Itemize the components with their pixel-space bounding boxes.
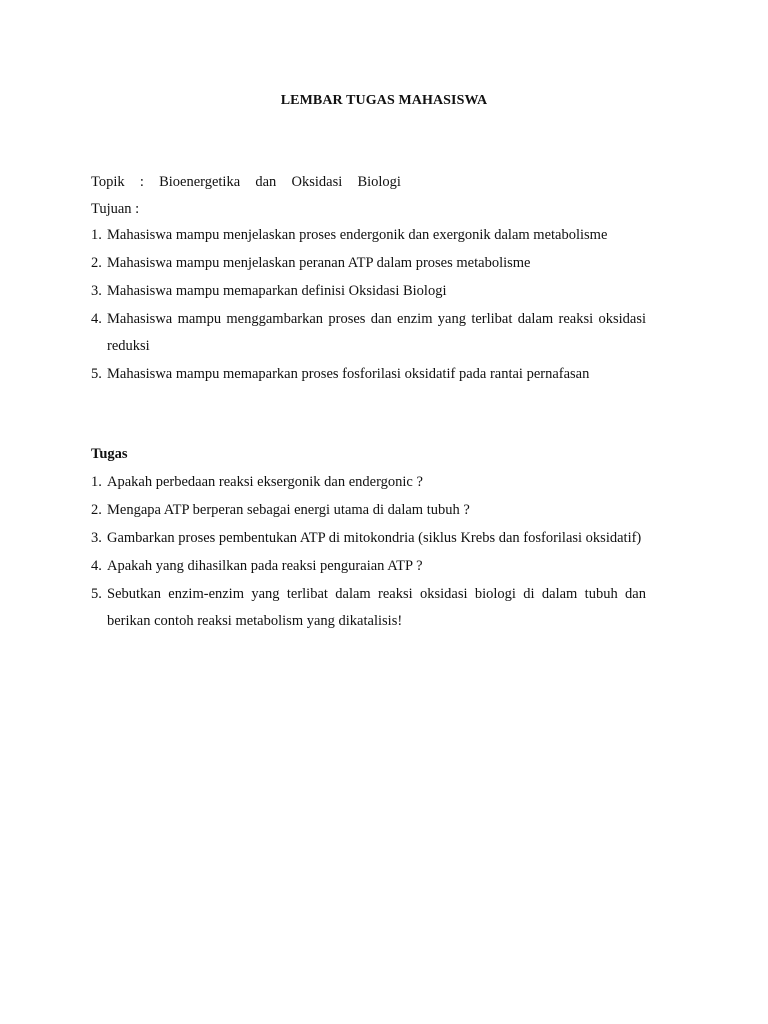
- topik-word: dan: [255, 174, 277, 190]
- item-number: 4.: [91, 558, 102, 574]
- list-item: [91, 306, 646, 361]
- item-number: 2.: [91, 255, 102, 271]
- list-item: [91, 525, 646, 553]
- tujuan-list: [91, 222, 646, 389]
- tugas-label: Tugas: [91, 446, 128, 462]
- topik-line: [91, 174, 401, 191]
- topik-label: Topik: [91, 174, 125, 190]
- topik-separator: :: [139, 174, 144, 190]
- topik-word: Oksidasi: [291, 174, 343, 190]
- topik-word: Biologi: [357, 174, 401, 190]
- list-item: [91, 278, 646, 306]
- item-text: Mengapa ATP berperan sebagai energi utama di dalam tubuh ?: [107, 502, 470, 518]
- item-number: 4.: [91, 311, 102, 327]
- item-text: Mahasiswa mampu memaparkan proses fosforilasi oksidatif pada rantai pernafasan: [107, 366, 590, 382]
- list-item: [91, 250, 646, 278]
- tujuan-label: Tujuan :: [91, 201, 140, 217]
- item-text: Mahasiswa mampu menjelaskan peranan ATP dalam proses metabolisme: [107, 255, 531, 271]
- list-item: [91, 361, 646, 389]
- topik-word: Bioenergetika: [159, 174, 241, 190]
- item-number: 1.: [91, 227, 102, 243]
- item-number: 3.: [91, 283, 102, 299]
- item-number: 5.: [91, 366, 102, 382]
- item-text: Apakah perbedaan reaksi eksergonik dan endergonic ?: [107, 474, 423, 490]
- page-title: LEMBAR TUGAS MAHASISWA: [280, 93, 488, 108]
- item-text: Mahasiswa mampu menggambarkan proses dan enzim yang terlibat dalam reaksi oksidasi reduksi: [107, 311, 646, 354]
- item-text: Apakah yang dihasilkan pada reaksi penguraian ATP ?: [107, 558, 423, 574]
- item-number: 2.: [91, 502, 102, 518]
- item-text: Gambarkan proses pembentukan ATP di mitokondria (siklus Krebs dan fosforilasi oksidatif): [107, 530, 642, 546]
- list-item: [91, 553, 646, 581]
- item-text: Mahasiswa mampu memaparkan definisi Oksidasi Biologi: [107, 283, 447, 299]
- list-item: [91, 222, 646, 250]
- list-item: [91, 497, 646, 525]
- item-number: 5.: [91, 586, 102, 602]
- item-number: 1.: [91, 474, 102, 490]
- list-item: [91, 469, 646, 497]
- list-item: [91, 581, 646, 636]
- item-text: Sebutkan enzim-enzim yang terlibat dalam reaksi oksidasi biologi di dalam tubuh dan berikan contoh reaksi metabolism yang dikatalisis!: [107, 586, 646, 629]
- tugas-list: [91, 469, 646, 636]
- item-number: 3.: [91, 530, 102, 546]
- item-text: Mahasiswa mampu menjelaskan proses endergonik dan exergonik dalam metabolisme: [107, 227, 608, 243]
